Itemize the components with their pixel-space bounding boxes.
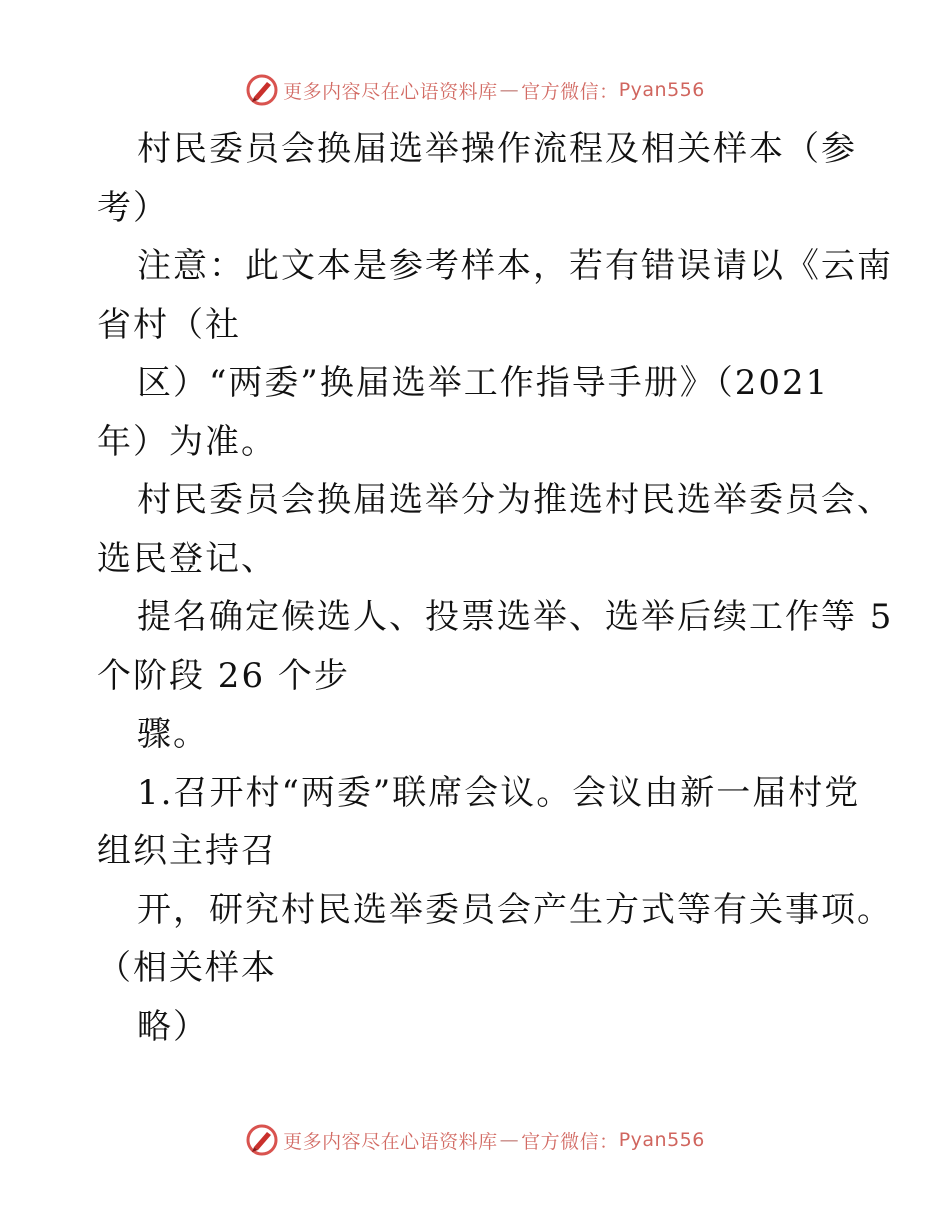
text-line: 注意：此文本是参考样本，若有错误请以《云南 [137,246,893,286]
text-line: 个阶段 26 个步 [97,655,350,696]
header-watermark [0,70,950,110]
watermark-separator: — [499,1129,520,1151]
text-line: 组织主持召 [97,831,277,871]
text-line: 选民登记、 [97,538,277,579]
text-line: 考） [97,187,169,228]
watermark-label: 官方微信： [521,1130,619,1153]
watermark-prefix: 更多内容尽在心语资料库 [283,80,498,103]
text-line: 村民委员会换届选举分为推选村民选举委员会、 [137,480,893,520]
brush-logo-icon [245,73,279,107]
document-body [97,120,894,1056]
watermark-separator: — [499,79,520,101]
text-line: 1.召开村“两委”联席会议。会议由新一届村党 [137,772,861,813]
watermark-account: Pyan556 [618,1129,705,1151]
footer-watermark [0,1120,950,1160]
text-line: 骤。 [137,714,209,754]
text-line: 开，研究村民选举委员会产生方式等有关事项。 [137,889,893,930]
watermark-label: 官方微信： [521,80,619,103]
text-line: 略） [137,1006,209,1047]
watermark-prefix: 更多内容尽在心语资料库 [283,1130,498,1153]
watermark-account: Pyan556 [618,79,705,101]
text-line: 年）为准。 [97,421,277,462]
text-line: （相关样本 [97,948,277,988]
text-line: 省村（社 [97,304,241,345]
brush-logo-icon [245,1123,279,1157]
text-line: 提名确定候选人、投票选举、选举后续工作等 5 [137,597,894,637]
text-line: 区）“两委”换届选举工作指导手册》（2021 [137,363,830,403]
text-line: 村民委员会换届选举操作流程及相关样本（参 [137,129,857,169]
